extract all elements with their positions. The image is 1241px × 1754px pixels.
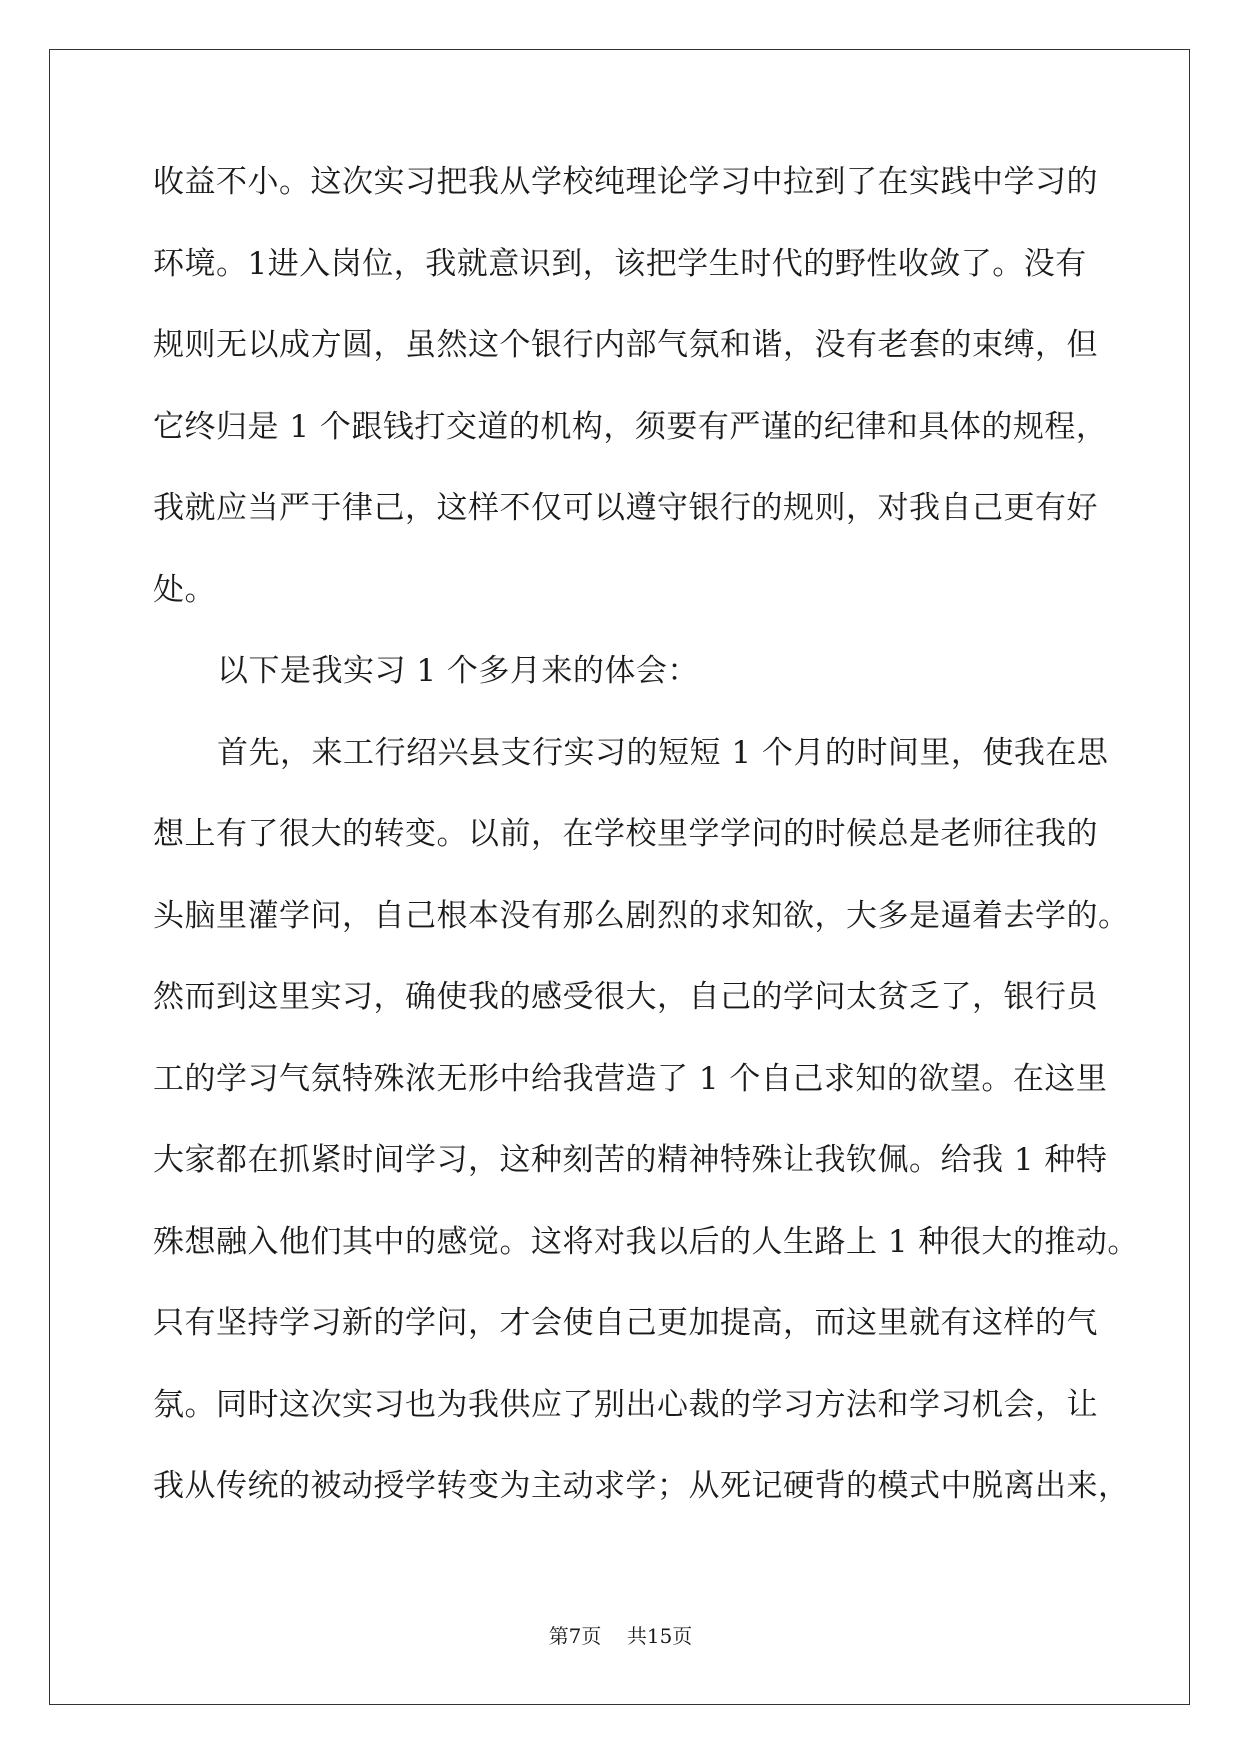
text-line: 我从传统的被动授学转变为主动求学；从死记硬背的模式中脱离出来， bbox=[153, 1468, 1130, 1504]
text-line: 规则无以成方圆，虽然这个银行内部气氛和谐，没有老套的束缚，但 bbox=[153, 327, 1098, 363]
text-line: 我就应当严于律己，这样不仅可以遵守银行的规则，对我自己更有好 bbox=[153, 490, 1098, 526]
text-line: 以下是我实习 1 个多月来的体会： bbox=[217, 653, 699, 689]
text-line: 工的学习气氛特殊浓无形中给我营造了 1 个自己求知的欲望。在这里 bbox=[153, 1060, 1108, 1097]
page-footer bbox=[0, 1620, 1241, 1649]
page-total: 共15页 bbox=[626, 1624, 693, 1648]
text-line: 大家都在抓紧时间学习，这种刻苦的精神特殊让我钦佩。给我 1 种特 bbox=[153, 1142, 1108, 1178]
text-line: 处。 bbox=[153, 571, 216, 608]
text-line: 它终归是 1 个跟钱打交道的机构，须要有严谨的纪律和具体的规程， bbox=[153, 408, 1108, 445]
text-line: 然而到这里实习，确使我的感受很大，自己的学问太贫乏了，银行员 bbox=[153, 979, 1098, 1015]
text-line: 只有坚持学习新的学问，才会使自己更加提高，而这里就有这样的气 bbox=[153, 1305, 1098, 1341]
page-number: 第7页 bbox=[548, 1624, 602, 1648]
text-line: 想上有了很大的转变。以前，在学校里学学问的时候总是老师往我的 bbox=[153, 816, 1098, 852]
text-line: 首先，来工行绍兴县支行实习的短短 1 个月的时间里，使我在思 bbox=[217, 734, 1109, 771]
text-line: 头脑里灌学问，自己根本没有那么剧烈的求知欲，大多是逼着去学的。 bbox=[153, 897, 1130, 934]
text-line: 环境。1进入岗位，我就意识到，该把学生时代的野性收敛了。没有 bbox=[153, 245, 1087, 282]
text-line: 收益不小。这次实习把我从学校纯理论学习中拉到了在实践中学习的 bbox=[153, 164, 1098, 200]
text-line: 氛。同时这次实习也为我供应了别出心裁的学习方法和学习机会，让 bbox=[153, 1386, 1098, 1423]
text-line: 殊想融入他们其中的感觉。这将对我以后的人生路上 1 种很大的推动。 bbox=[153, 1223, 1139, 1260]
document-body bbox=[153, 162, 1139, 1548]
